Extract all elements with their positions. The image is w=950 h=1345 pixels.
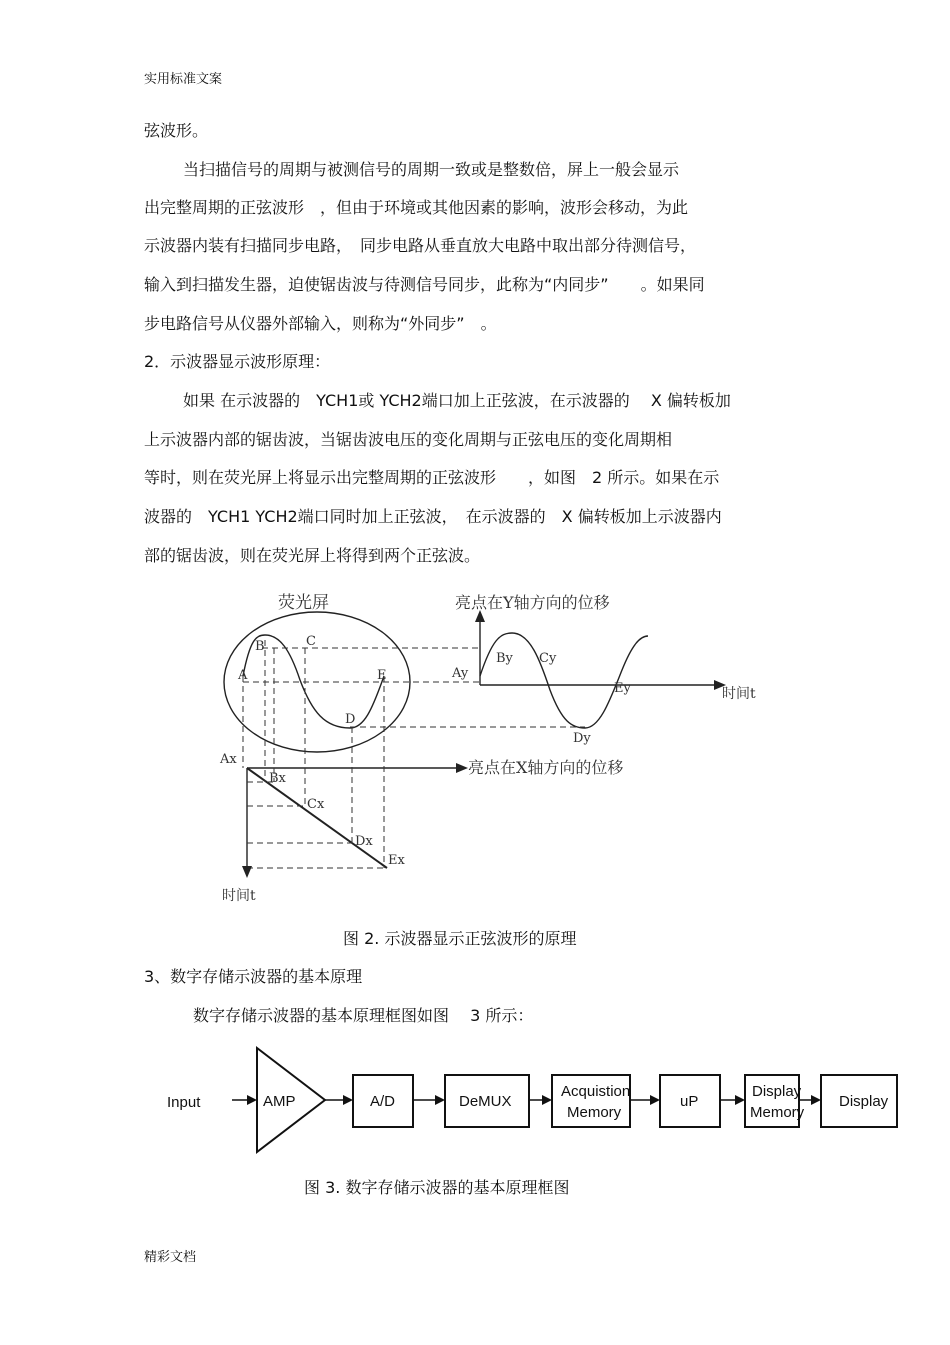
paragraph-line: 上示波器内部的锯齿波，当锯齿波电压的变化周期与正弦电压的变化周期相 (144, 430, 673, 449)
paragraph-line: 步电路信号从仪器外部输入，则称为“外同步” 。 (144, 314, 497, 333)
paragraph-line: 数字存储示波器的基本原理框图如图 3 所示： (193, 1006, 534, 1025)
figure-3-caption: 图 3. 数字存储示波器的基本原理框图 (304, 1178, 570, 1197)
point-Bx: Bx (269, 771, 286, 786)
point-Ax: Ax (220, 752, 237, 767)
point-A: A (238, 668, 248, 683)
acq-label-line2: Memory (567, 1104, 622, 1121)
time-label-bottom: 时间t (222, 888, 256, 904)
screen-label: 荧光屏 (278, 593, 329, 613)
paragraph-line: 等时，则在荧光屏上将显示出完整周期的正弦波形 ，如图 2 所示。如果在示 (144, 468, 720, 487)
point-Ex: Ex (388, 853, 405, 868)
paragraph-line: 出完整周期的正弦波形 ，但由于环境或其他因素的影响，波形会移动，为此 (144, 198, 689, 217)
up-label: uP (680, 1093, 699, 1110)
point-D: D (345, 712, 356, 727)
point-B: B (255, 639, 265, 654)
paragraph-line: 部的锯齿波，则在荧光屏上将得到两个正弦波。 (144, 546, 481, 565)
x-axis-arrow (456, 763, 468, 773)
y-axis-label: 亮点在Y轴方向的位移 (455, 593, 610, 612)
point-Cx: Cx (307, 797, 325, 812)
paragraph-line: 示波器内装有扫描同步电路， 同步电路从垂直放大电路中取出部分待测信号， (144, 236, 697, 255)
time-axis-bottom-arrow (242, 866, 252, 878)
paragraph-line: 波器的 YCH1 YCH2端口同时加上正弦波， 在示波器的 X 偏转板加上示波器内 (144, 507, 722, 526)
input-label: Input (167, 1094, 201, 1111)
dmem-label-line1: Display (752, 1083, 802, 1100)
section-heading: 2．示波器显示波形原理： (144, 352, 331, 371)
demux-label: DeMUX (459, 1093, 512, 1110)
point-By: By (496, 651, 513, 666)
x-axis-label: 亮点在X轴方向的位移 (468, 758, 624, 777)
page-header: 实用标准文案 (144, 72, 223, 87)
figure-2-caption: 图 2. 示波器显示正弦波形的原理 (343, 929, 577, 948)
paragraph-line: 如果 在示波器的 YCH1或 YCH2端口加上正弦波，在示波器的 X 偏转板加 (183, 391, 731, 410)
sawtooth-line (247, 768, 387, 868)
point-Ay: Ay (452, 666, 469, 681)
paragraph-line: 弦波形。 (144, 121, 209, 140)
dmem-label-line2: Memory (750, 1104, 805, 1121)
display-label: Display (839, 1093, 889, 1110)
time-label-right: 时间t (722, 686, 756, 702)
amp-label: AMP (263, 1093, 296, 1110)
ad-label: A/D (370, 1093, 396, 1110)
paragraph-line: 输入到扫描发生器，迫使锯齿波与待测信号同步，此称为“内同步” 。如果同 (144, 275, 705, 294)
point-Ey: Ey (614, 681, 631, 696)
point-E: E (377, 668, 387, 683)
paragraph-line: 当扫描信号的周期与被测信号的周期一致或是整数倍，屏上一般会显示 (183, 160, 680, 179)
section-heading: 3、数字存储示波器的基本原理 (144, 967, 363, 986)
point-Cy: Cy (539, 651, 557, 666)
point-C: C (306, 634, 316, 649)
point-Dx: Dx (355, 834, 373, 849)
acq-label-line1: Acquistion (561, 1083, 631, 1100)
page-footer: 精彩文档 (144, 1250, 197, 1265)
point-Dy: Dy (573, 731, 591, 746)
